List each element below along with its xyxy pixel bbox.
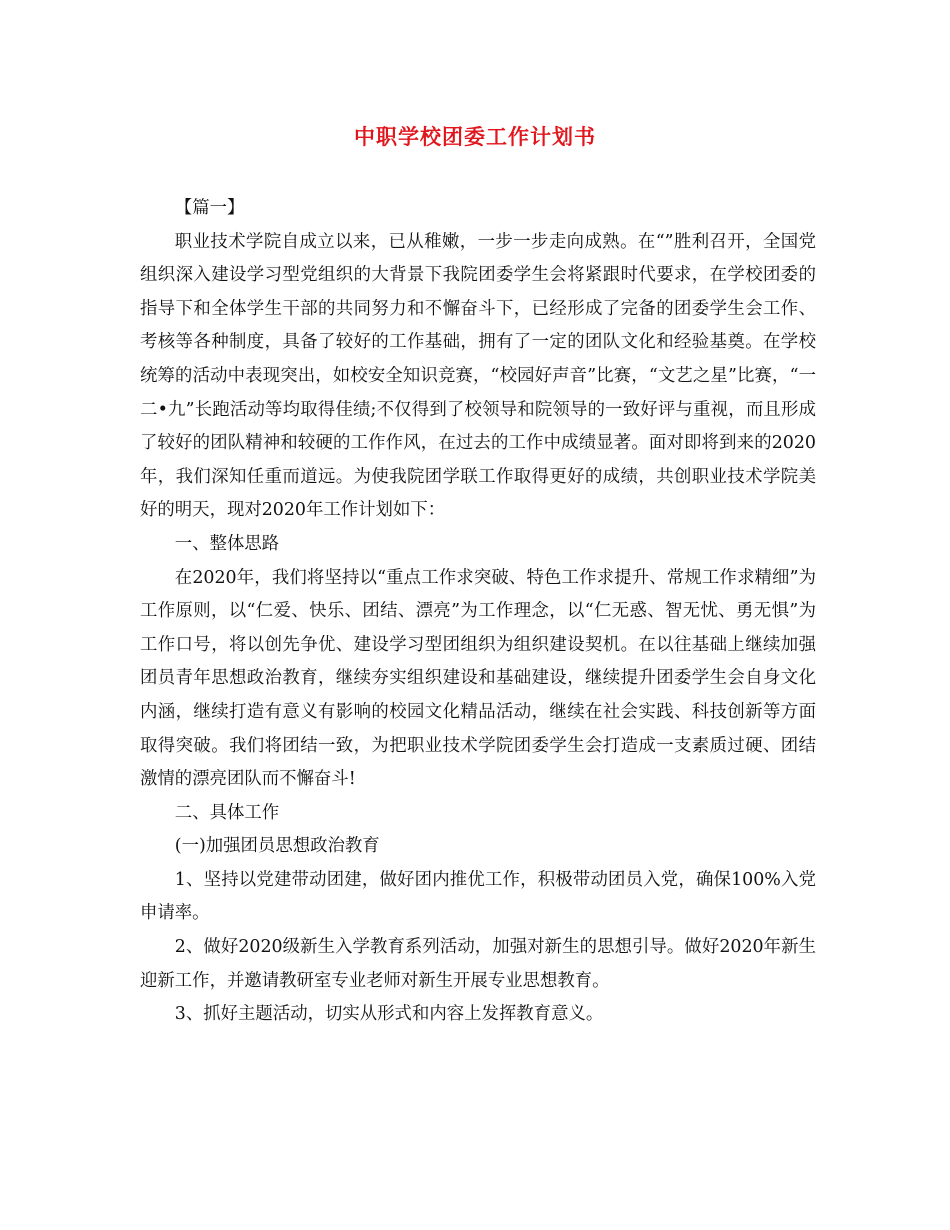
body-paragraph: 职业技术学院自成立以来，已从稚嫩，一步一步走向成熟。在“”胜利召开，全国党组织深入建设学习型党组织的大背景下我院团委学生会将紧跟时代要求，在学校团委的指导下和全体学生干部的共同努力和不懈奋斗下，已经形成了完备的团委学生会工作、考核等各种制度，具备了较好的工作基础，拥有了一定的团队文化和经验基奠。在学校统筹的活动中表现突出，如校安全知识竞赛，“校园好声音”比赛，“文艺之星”比赛，“一二•九”长跑活动等均取得佳绩;不仅得到了校领导和院领导的一致好评与重视，而且形成了较好的团队精神和较硬的工作作风，在过去的工作中成绩显著。面对即将到来的2020年，我们深知任重而道远。为使我院团学联工作取得更好的成绩，共创职业技术学院美好的明天，现对2020年工作计划如下： <box>140 231 816 521</box>
section-heading: 一、整体思路 <box>174 533 280 554</box>
body-paragraph: 在2020年，我们将坚持以“重点工作求突破、特色工作求提升、常规工作求精细”为工作原则，以“仁爱、快乐、团结、漂亮”为工作理念，以“仁无惑、智无忧、勇无惧”为工作口号，将以创先争优、建设学习型团组织为组织建设契机。在以往基础上继续加强团员青年思想政治教育，继续夯实组织建设和基础建设，继续提升团委学生会自身文化内涵，继续打造有意义有影响的校园文化精品活动，继续在社会实践、科技创新等方面取得突破。我们将团结一致，为把职业技术学院团委学生会打造成一支素质过硬、团结激情的漂亮团队而不懈奋斗! <box>140 567 816 790</box>
body-paragraph: 3、抓好主题活动，切实从形式和内容上发挥教育意义。 <box>174 1004 604 1025</box>
subsection-heading: (一)加强团员思想政治教育 <box>174 836 380 857</box>
document-title: 中职学校团委工作计划书 <box>354 124 596 149</box>
document-body <box>140 192 816 1032</box>
section-heading: 二、具体工作 <box>174 802 280 823</box>
body-paragraph: 1、坚持以党建带动团建，做好团内推优工作，积极带动团员入党，确保100%入党申请率。 <box>140 869 816 924</box>
body-paragraph: 2、做好2020级新生入学教育系列活动，加强对新生的思想引导。做好2020年新生迎新工作，并邀请教研室专业老师对新生开展专业思想教育。 <box>140 937 816 991</box>
section-label: 【篇一】 <box>174 198 245 218</box>
